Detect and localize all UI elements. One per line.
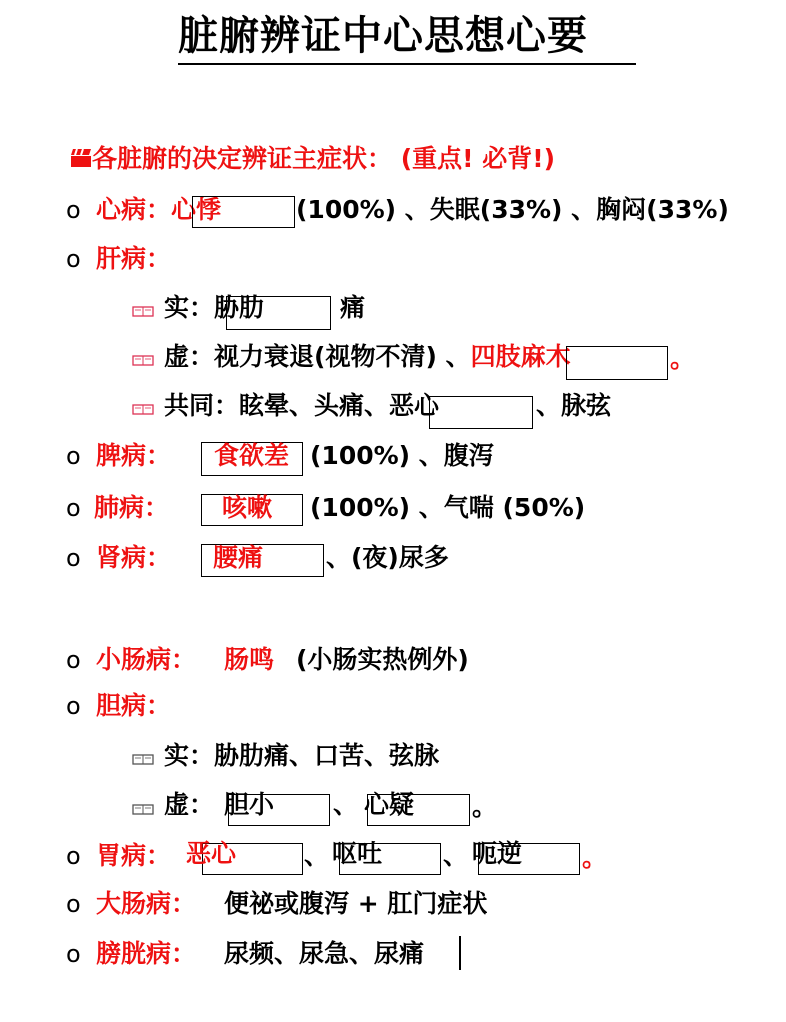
gallbladder-excess-text: 胁肋痛、口苦、弦脉 xyxy=(214,741,440,770)
small-intestine-label: 小肠病： xyxy=(96,645,197,674)
small-intestine-rest: (小肠实热例外) xyxy=(296,645,469,674)
stomach-fill-b: 呕吐 xyxy=(332,839,383,868)
book-icon xyxy=(132,753,154,766)
stomach-sep2: 、 xyxy=(443,841,469,870)
gallbladder-deficiency-label: 虚： xyxy=(164,790,215,819)
large-intestine-label: 大肠病： xyxy=(96,889,197,918)
section-heading xyxy=(70,143,555,176)
bullet: o xyxy=(66,890,81,918)
answer-box xyxy=(192,196,295,228)
gallbladder-fill-b: 心疑 xyxy=(364,790,415,819)
book-icon xyxy=(132,305,154,318)
bullet: o xyxy=(66,494,81,522)
liver-excess-label: 实： xyxy=(164,293,215,322)
gallbladder-label: 胆病： xyxy=(96,691,172,720)
bladder-text: 尿频、尿急、尿痛 xyxy=(224,939,425,968)
liver-deficiency-end: 。 xyxy=(670,344,696,373)
small-intestine-fill: 肠鸣 xyxy=(224,645,275,674)
book-icon xyxy=(132,354,154,367)
book-icon xyxy=(132,403,154,416)
bullet: o xyxy=(66,196,81,224)
liver-deficiency xyxy=(164,341,571,373)
liver-excess-rest: 痛 xyxy=(340,293,366,322)
stomach-label: 胃病： xyxy=(96,841,172,870)
bullet: o xyxy=(66,842,81,870)
lung-label: 肺病： xyxy=(94,493,170,522)
stomach-fill-c: 呃逆 xyxy=(472,839,523,868)
liver-deficiency-text: 视力衰退(视物不清) 、 xyxy=(214,342,471,371)
lung-rest: (100%) 、气喘 (50%) xyxy=(310,493,586,522)
bullet: o xyxy=(66,544,81,572)
gallbladder-end: 。 xyxy=(472,792,498,821)
text-cursor xyxy=(459,936,461,970)
spleen-fill: 食欲差 xyxy=(214,441,290,470)
liver-common-text: 眩晕、头痛、 xyxy=(239,391,390,420)
book-icon xyxy=(132,803,154,816)
bladder-label: 膀胱病： xyxy=(96,939,197,968)
heart-fill: 心悸 xyxy=(171,195,222,224)
gallbladder-excess-label: 实： xyxy=(164,741,215,770)
liver-excess-fill: 胁肋 xyxy=(214,293,265,322)
liver-deficiency-label: 虚： xyxy=(164,342,215,371)
liver-label: 肝病： xyxy=(96,244,172,273)
stomach-fill-a: 恶心 xyxy=(186,839,237,868)
liver-deficiency-fill-a: 四肢 xyxy=(470,342,521,371)
liver-common-rest: 、脉弦 xyxy=(536,391,612,420)
liver-deficiency-fill-b: 麻木 xyxy=(520,342,571,371)
bullet: o xyxy=(66,692,81,720)
lung-fill: 咳嗽 xyxy=(222,493,273,522)
kidney-fill: 腰痛 xyxy=(213,543,264,572)
small-intestine-item xyxy=(96,644,196,676)
gallbladder-excess xyxy=(164,740,439,772)
heart-rest: (100%) 、失眠(33%) 、胸闷(33%) xyxy=(296,195,729,224)
gallbladder-fill-a: 胆小 xyxy=(224,790,275,819)
liver-common-fill: 恶心 xyxy=(389,391,440,420)
answer-box xyxy=(566,346,668,380)
liver-common xyxy=(164,390,439,422)
heart-label: 心病： xyxy=(96,195,172,224)
liver-common-label: 共同： xyxy=(164,391,240,420)
stomach-end: 。 xyxy=(582,843,608,872)
bullet: o xyxy=(66,245,81,273)
answer-box xyxy=(429,396,533,429)
spleen-label: 脾病： xyxy=(96,441,172,470)
gallbladder-sep: 、 xyxy=(333,790,359,819)
heading-text: 各脏腑的决定辨证主症状： (重点! 必背!) xyxy=(92,144,556,173)
clapperboard-icon xyxy=(70,144,92,176)
kidney-label: 肾病： xyxy=(96,543,172,572)
large-intestine-text: 便祕或腹泻 + 肛门症状 xyxy=(224,889,488,918)
title-underline xyxy=(178,63,636,65)
page-title: 脏腑辨证中心思想心要 xyxy=(178,13,588,59)
bullet: o xyxy=(66,442,81,470)
answer-box xyxy=(226,296,331,330)
bullet: o xyxy=(66,646,81,674)
spleen-rest: (100%) 、腹泻 xyxy=(310,441,494,470)
bullet: o xyxy=(66,940,81,968)
kidney-rest: 、(夜)尿多 xyxy=(326,543,449,572)
stomach-sep1: 、 xyxy=(304,841,330,870)
